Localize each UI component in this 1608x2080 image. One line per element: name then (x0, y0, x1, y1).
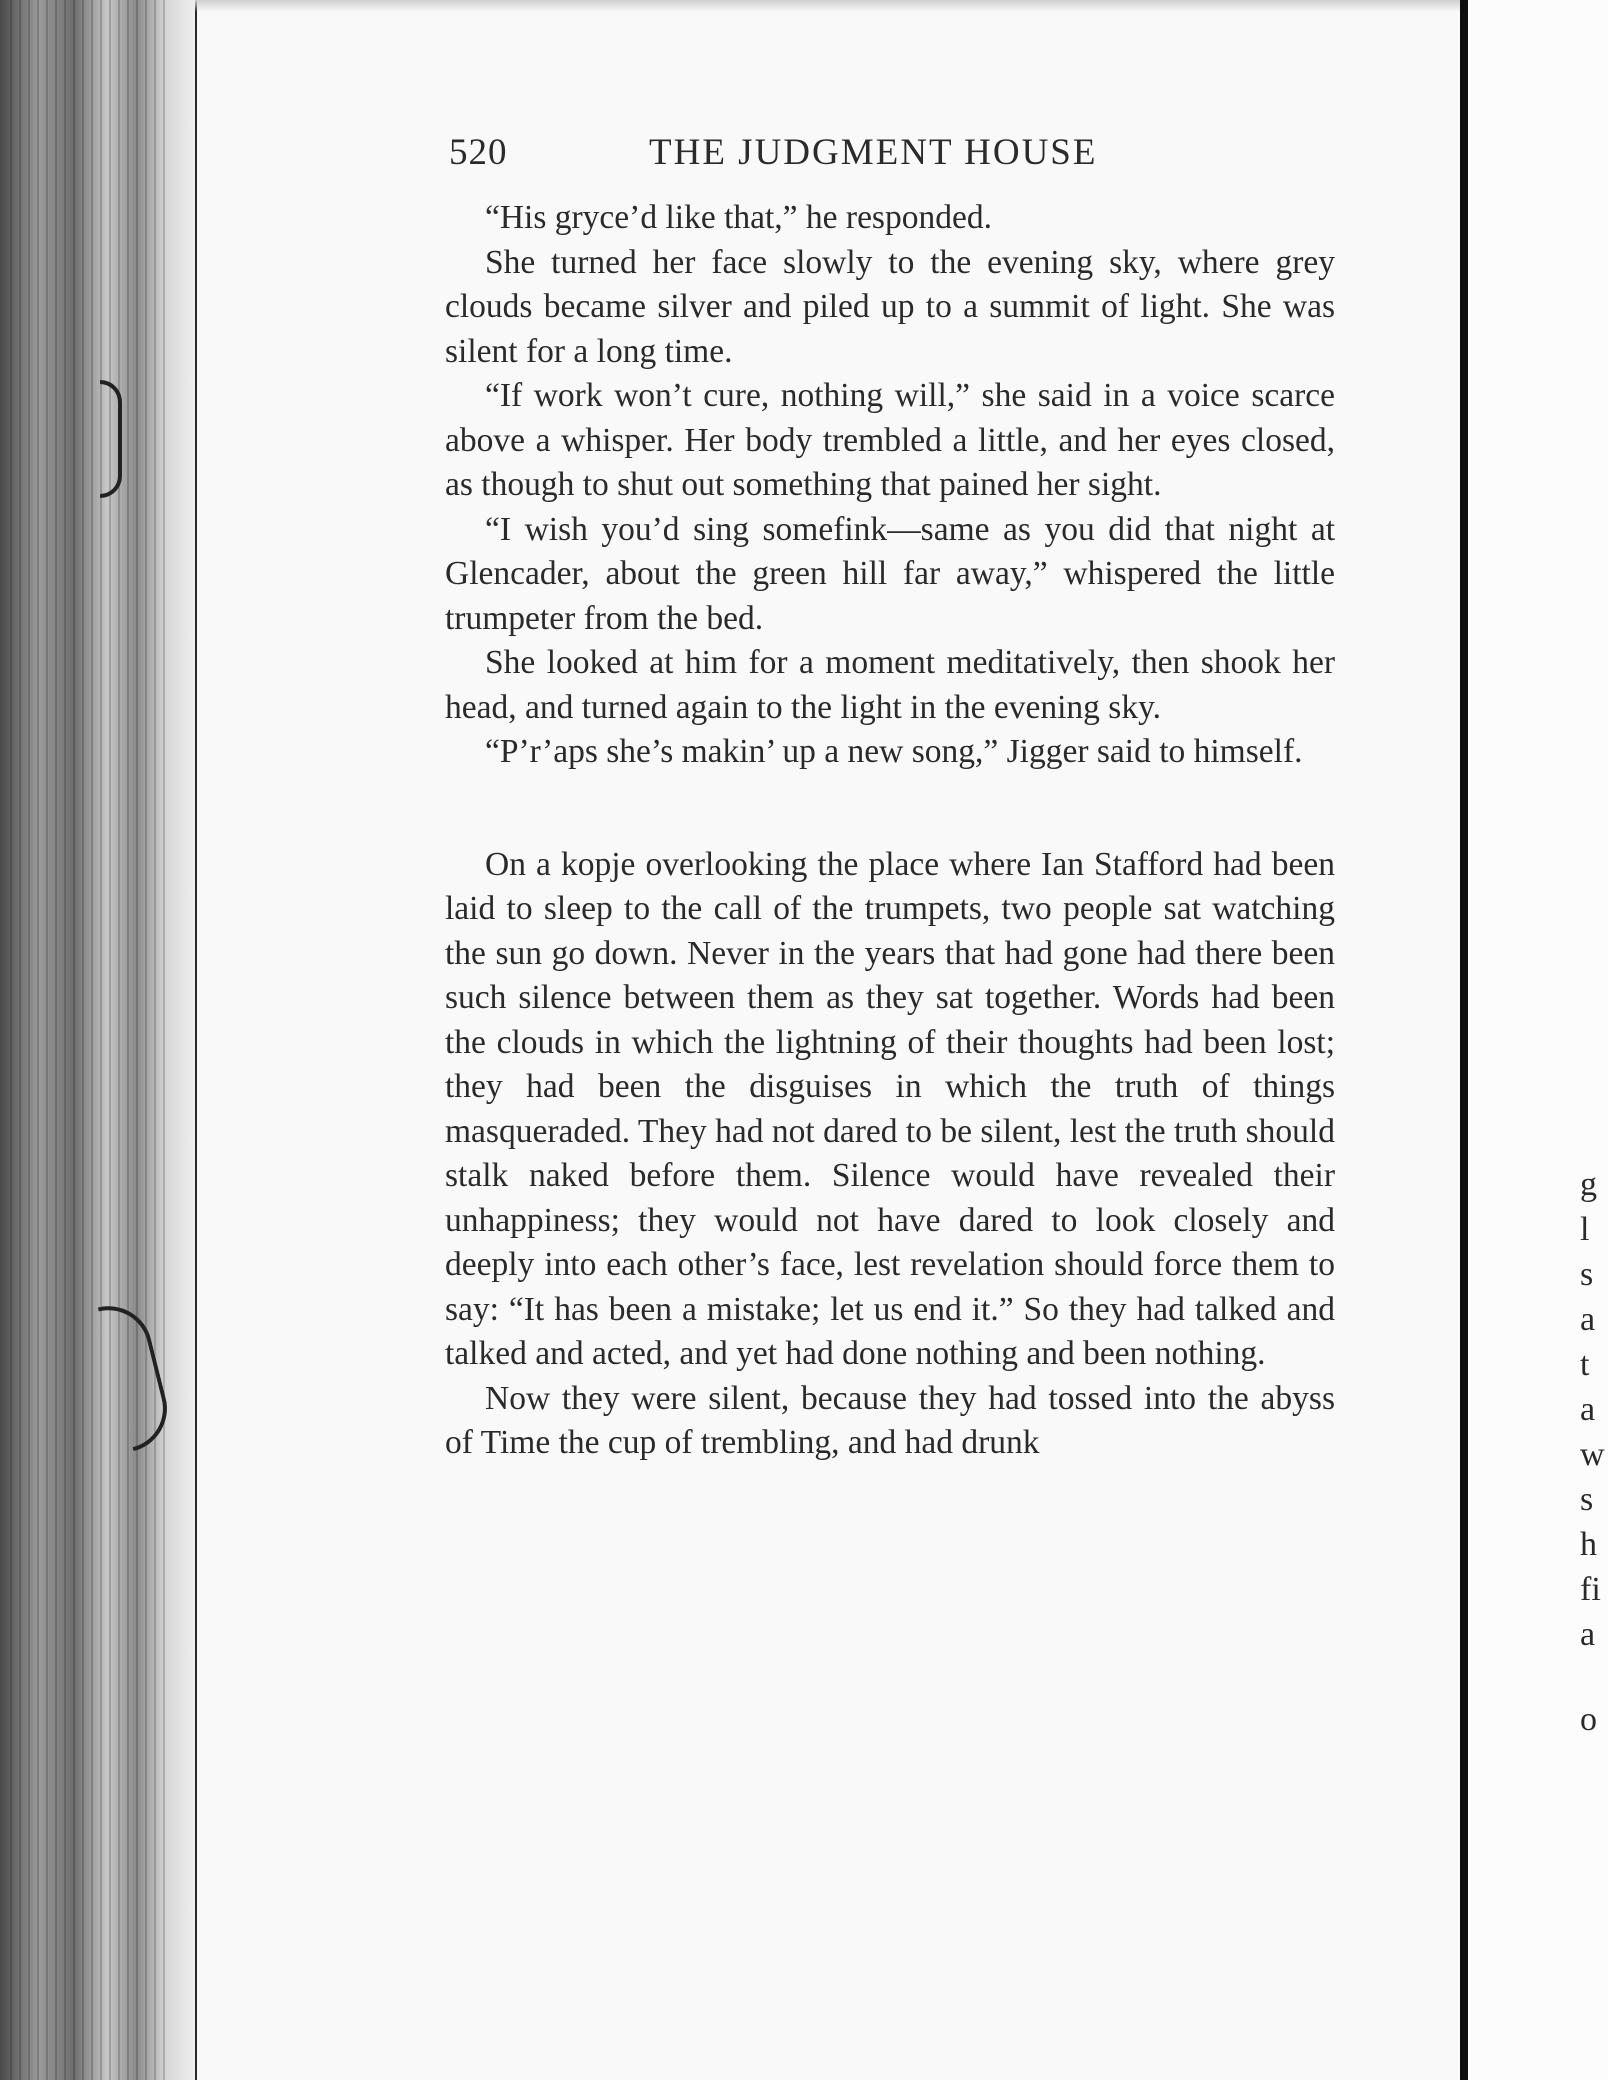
margin-fragment: t (1580, 1346, 1590, 1383)
margin-fragment: w (1580, 1436, 1605, 1473)
book-spine-edge (0, 0, 195, 2080)
running-header (447, 128, 1339, 178)
margin-fragment: s (1580, 1256, 1594, 1293)
margin-fragment: o (1580, 1701, 1597, 1738)
margin-fragment: a (1580, 1391, 1596, 1428)
margin-fragment: fi (1580, 1571, 1601, 1608)
paragraph: “I wish you’d sing somefink—same as you did that night at Glencader, about the green hill far away,” whispered the little trumpeter from the bed. (445, 510, 1335, 637)
paragraph: Now they were silent, because they had tossed into the abyss of Time the cup of trembling, and had drunk (445, 1379, 1335, 1461)
binding-clip-mark-top (100, 380, 122, 498)
margin-fragment: a (1580, 1616, 1596, 1653)
paragraph: On a kopje overlooking the place where Ian Stafford had been laid to sleep to the call of the trumpets, two people sat watching the sun go down. Never in the years that had gone had there been such silence between them as they sat together. Words had been the clouds in which the lightning of their thoughts had been lost; they had been the disguises in which the truth of things masqueraded. They had not dared to be silent, lest the truth should stalk naked before them. Silence would have revealed their unhappiness; they would not have dared to look closely and deeply into each other’s face, lest revelation should force them to say: “It has been a mistake; let us end it.” So they had talked and talked and acted, and yet had done nothing and been nothing. (445, 845, 1335, 1372)
margin-fragment: l (1580, 1211, 1590, 1248)
margin-fragment: a (1580, 1301, 1596, 1338)
body-text (445, 196, 1335, 1466)
paragraph: “If work won’t cure, nothing will,” she said in a voice scarce above a whisper. Her body trembled a little, and her eyes closed, as though to shut out something that pained her sight. (445, 377, 1335, 503)
margin-fragment: g (1580, 1166, 1597, 1203)
page-top-shadow (195, 0, 1460, 12)
margin-fragment: s (1580, 1481, 1594, 1518)
facing-page-edge (1468, 0, 1608, 2080)
margin-fragment: h (1580, 1526, 1597, 1563)
paragraph: She turned her face slowly to the evening sky, where grey clouds became silver and piled up to a summit of light. She was silent for a long time. (445, 243, 1335, 370)
page-gutter (1460, 0, 1468, 2080)
paragraph: “His gryce’d like that,” he responded. (485, 199, 992, 236)
paragraph: She looked at him for a moment meditatively, then shook her head, and turned again to the light in the evening sky. (445, 644, 1335, 726)
paragraph: “P’r’aps she’s makin’ up a new song,” Jigger said to himself. (485, 733, 1303, 770)
page-edges-texture (10, 0, 170, 2080)
running-title: THE JUDGMENT HOUSE (649, 132, 1098, 173)
page-number: 520 (449, 132, 508, 173)
